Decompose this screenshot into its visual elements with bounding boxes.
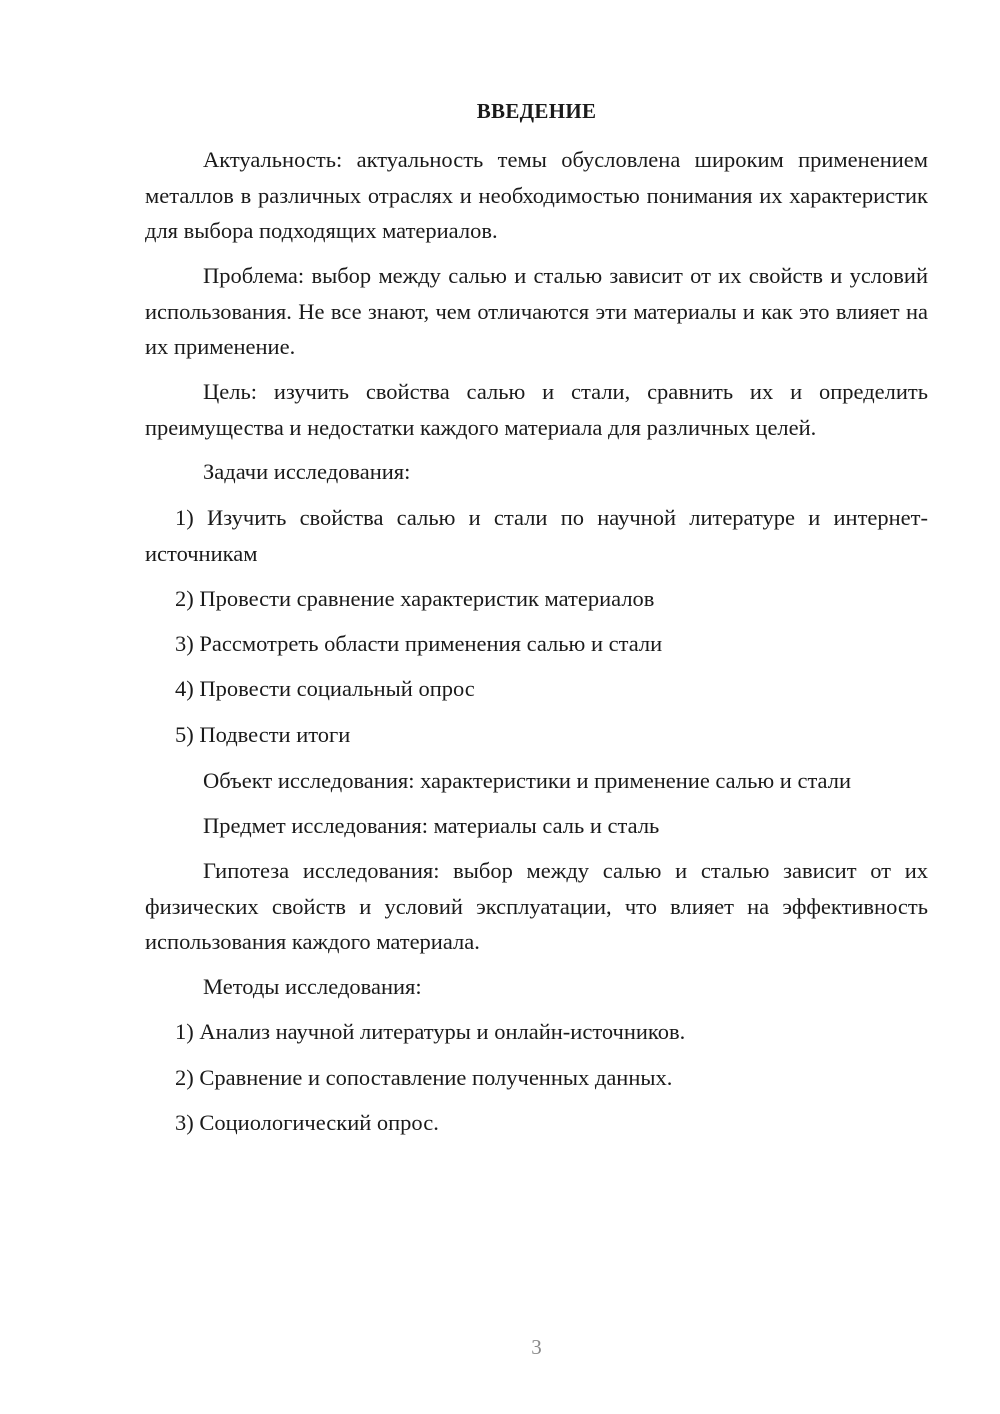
task-item: 5) Подвести итоги: [175, 722, 351, 747]
tasks-heading: Задачи исследования:: [203, 459, 411, 484]
subject-paragraph: Предмет исследования: материалы саль и сталь: [203, 813, 660, 838]
problem-paragraph: Проблема: выбор между салью и сталью зависит от их свойств и условий использования. Не все знают, чем отличаются эти материалы и как это влияет на их применение.: [145, 263, 928, 359]
object-paragraph: Объект исследования: характеристики и применение салью и стали: [203, 768, 852, 793]
page-number: 3: [531, 1335, 542, 1359]
hypothesis-paragraph: Гипотеза исследования: выбор между салью и сталью зависит от их физических свойств и условий эксплуатации, что влияет на эффективность использования каждого материала.: [145, 858, 928, 954]
goal-paragraph: Цель: изучить свойства салью и стали, сравнить их и определить преимущества и недостатки каждого материала для различных целей.: [145, 379, 928, 440]
task-item: 3) Рассмотреть области применения салью и стали: [175, 631, 663, 656]
method-item: 2) Сравнение и сопоставление полученных данных.: [175, 1065, 673, 1090]
page-title: ВВЕДЕНИЕ: [476, 99, 597, 123]
task-item: 4) Провести социальный опрос: [175, 676, 475, 701]
methods-heading: Методы исследования:: [203, 974, 422, 999]
method-item: 1) Анализ научной литературы и онлайн-источников.: [175, 1019, 686, 1044]
method-item: 3) Социологический опрос.: [175, 1110, 439, 1135]
task-item: 1) Изучить свойства салью и стали по научной литературе и интернет-источникам: [145, 505, 928, 566]
task-item: 2) Провести сравнение характеристик материалов: [175, 586, 655, 611]
relevance-paragraph: Актуальность: актуальность темы обусловлена широким применением металлов в различных отраслях и необходимостью понимания их характеристик для выбора подходящих материалов.: [145, 147, 928, 243]
